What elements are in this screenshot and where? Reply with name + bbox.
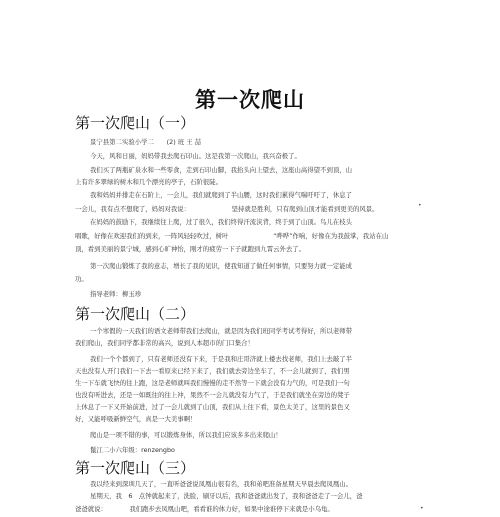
paragraph-line: 生一下车就飞快的往上跑，这是老师就叫我们慢慢的走不然等一下就会没有力气的，可是我们一句 [75,379,350,387]
signature-line: 指导老师：柳玉珍 [90,290,142,298]
section-heading: 第一次爬山（三） [75,459,196,477]
paragraph-line: 上有许多翠绿的树木和几个漂亮的亭子，石阶很陡。 [75,178,222,186]
section-heading: 第一次爬山（二） [75,305,196,323]
paragraph-line: 唱歌，好像在欢迎我们的到来，一阵风轻轻吹过，树叶 “哗哗”作响，好像在为我鼓掌，我站在山 [75,232,389,240]
paragraph-line: 也没有听进去，还是一如既往的往上冲，果然不一会儿就没有力气了，于是我们就坐在旁边的凳子 [75,391,350,399]
doc-title: 第一次爬山 [195,88,305,112]
paragraph-line: 我和妈妈并排走在石阶上，一会儿，我们就爬到了半山腰，这时我们累得气喘吁吁了，休息了 [90,191,353,199]
stray-mark: • [420,505,424,512]
paragraph-line: 第一次爬山锻炼了我的意志，增长了我的见识，使我知道了做任何事情，只要努力就一定能成 [90,262,353,270]
paragraph-line: 一会儿，我有点不想爬了，妈妈对我说： 坚持就是胜利，只有爬到山顶才能看到更美的风景。 [75,205,379,213]
paragraph-line: 好，又能呼吸新鲜空气，真是一大美事啊！ [75,415,197,423]
paragraph-line: 今天，风和日丽，妈妈带我去爬石印山。这是我第一次爬山，我兴奋极了。 [90,152,301,160]
paragraph-line: 我们买了两瓶矿泉水和一些零食，走到石印山脚，我抬头向上望去，这座山高得望不到顶，山 [90,166,353,174]
paragraph-line: 我们爬山，我们同学都非常的高兴，说到人本超市的门口集合！ [75,339,254,347]
paragraph-line: 爸爸就说： 我们跑步去凤凰山吧，看看谁的体力好，如果中途谁停下来就是小乌龟。 [75,505,334,513]
paragraph-line: 顶，看到美丽的景宁城，感到心旷神怡，刚才的疲劳一下子就跑到九霄云外去了。 [75,245,306,253]
paragraph-line: 爬山是一项不错的事，可以锻炼身体，所以我们应该多多出来爬山！ [90,431,282,439]
paragraph-line: 天也没有人开门我们一下去一看原来已经下来了，我们就去旁边坐车了，不一会儿就到了，我们男 [75,367,350,375]
author-line: 景宁县第二实验小学二 (2) 班 王 喆 [90,138,202,146]
paragraph-line: 上休息了一下又开始前进，过了一会儿就到了山顶，我们从上往下看，景色太美了，这里的景色又 [75,403,350,411]
stray-mark: • [418,202,422,209]
section-heading: 第一次爬山（一） [75,114,196,132]
paragraph-line: 功。 [75,275,88,283]
paragraph-line: 我们一个个都到了，只有老师还没有下来，于是我和庄哥济就上楼去找老师，我们上去敲了半 [90,355,353,363]
paragraph-line: 我以经来到深圳几天了，一直听爸爸说凤凰山很有名，我和弟吧准备星期天早晨去爬凤凰山。 [90,480,353,488]
paragraph-line: 星期天，我 6 点钟就起来了，洗脸，刷牙以后，我和爸爸就出发了，我和爸爸走了一会儿，爸 [90,492,363,500]
paragraph-line: 一个寒假的一天我们的语文老师带我们去爬山，就是因为我们班同学考试考得好，所以老师带 [90,327,353,335]
paragraph-line: 在妈妈的鼓励下，我继续往上爬，过了很久，我们终得汗流浃背，终于到了山顶。鸟儿在枝头 [90,218,353,226]
signature-line: 鬣江二小六年级：renzengbo [90,446,175,454]
